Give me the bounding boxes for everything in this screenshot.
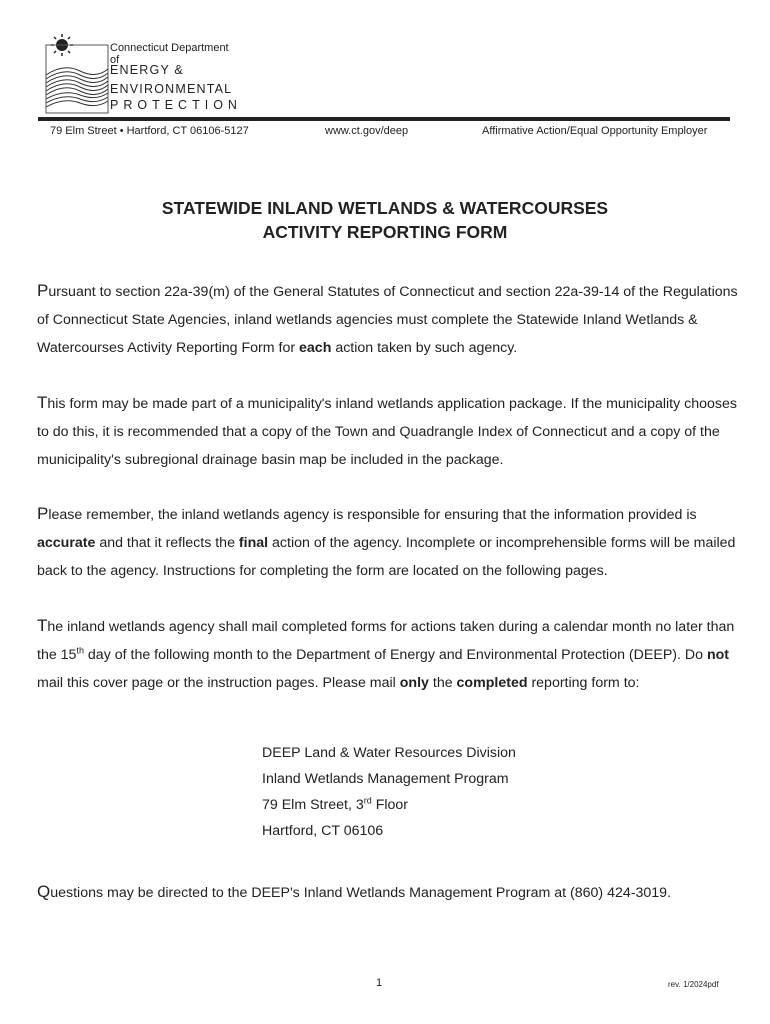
text-span: and that it reflects the <box>95 535 239 551</box>
superscript: rd <box>363 795 372 806</box>
header-website: www.ct.gov/deep <box>325 125 409 137</box>
text-span: action taken by such agency. <box>331 340 518 356</box>
text-span: lease remember, the inland wetlands agency is responsible for ensuring that the information provided is <box>48 507 697 523</box>
deep-logo <box>40 33 240 115</box>
emphasis-each: each <box>299 340 332 356</box>
form-title-line1: STATEWIDE INLAND WETLANDS & WATERCOURSES <box>161 198 609 218</box>
drop-cap: P <box>37 504 49 523</box>
emphasis-only: only <box>399 675 429 691</box>
form-title-line2: ACTIVITY REPORTING FORM <box>262 222 508 242</box>
paragraph-pursuant <box>37 277 742 362</box>
header-address: 79 Elm Street • Hartford, CT 06106-5127 <box>50 125 249 137</box>
text-span: the <box>428 675 457 691</box>
drop-cap: P <box>37 281 49 300</box>
logo-protection-text: PROTECTION <box>110 98 242 112</box>
header-employer-statement: Affirmative Action/Equal Opportunity Employer <box>482 125 708 137</box>
text-span: day of the following month to the Department of Energy and Environmental Protection (DEEP). Do <box>83 647 707 663</box>
logo-energy-text: ENERGY & <box>110 63 184 77</box>
logo-department-text: Connecticut Department of <box>110 42 229 66</box>
text-span: his form may be made part of a municipality's inland wetlands application package. If the municipality chooses to do this, it is recommended that a copy of the Town and Quadrangle Index of Connecticut and a copy of the municipality's subregional drainage basin map be included in the package. <box>37 396 737 468</box>
text-span: Floor <box>371 797 409 813</box>
page-number: 1 <box>376 977 383 989</box>
text-span: 79 Elm Street, 3 <box>262 797 364 813</box>
emphasis-accurate: accurate <box>37 535 96 551</box>
text-span: action of the agency. Incomplete or incomprehensible forms will be mailed back to the agency. Instructions for completing the form are located on the following pages. <box>37 535 736 579</box>
address-line-street <box>262 792 516 818</box>
text-span: mail this cover page or the instruction pages. Please mail <box>37 675 400 691</box>
header-rule <box>38 117 730 121</box>
emphasis-completed: completed <box>456 675 528 691</box>
text-span: uestions may be directed to the DEEP's Inland Wetlands Management Program at (860) 424-3019. <box>50 885 671 901</box>
address-line-program: Inland Wetlands Management Program <box>262 771 509 787</box>
emphasis-final: final <box>238 535 269 551</box>
address-line-division: DEEP Land & Water Resources Division <box>262 745 516 761</box>
paragraph-please-remember <box>37 500 742 585</box>
address-line-city: Hartford, CT 06106 <box>262 823 384 839</box>
paragraph-application-package <box>37 389 742 474</box>
drop-cap: Q <box>37 882 51 901</box>
paragraph-mailing-instructions <box>37 612 742 697</box>
drop-cap: T <box>37 393 48 412</box>
mailing-address-block <box>262 740 516 844</box>
sun-waves-emblem-icon <box>40 33 110 115</box>
logo-environmental-text: ENVIRONMENTAL <box>110 82 233 96</box>
revision-label: rev. 1/2024pdf <box>668 980 719 989</box>
superscript: th <box>76 645 84 656</box>
text-span: ursuant to section 22a-39(m) of the General Statutes of Connecticut and section 22a-39-14 of the Regulations of Connecticut State Agencies, inland wetlands agencies must complete the Statewide Inland Wetlands & Watercourses Activity Reporting Form for <box>37 284 738 356</box>
text-span: reporting form to: <box>527 675 640 691</box>
paragraph-questions <box>37 878 742 907</box>
text-span: he inland wetlands agency shall mail completed forms for actions taken during a calendar month no later than the 15 <box>37 619 735 663</box>
emphasis-not: not <box>706 647 730 663</box>
drop-cap: T <box>37 616 48 635</box>
